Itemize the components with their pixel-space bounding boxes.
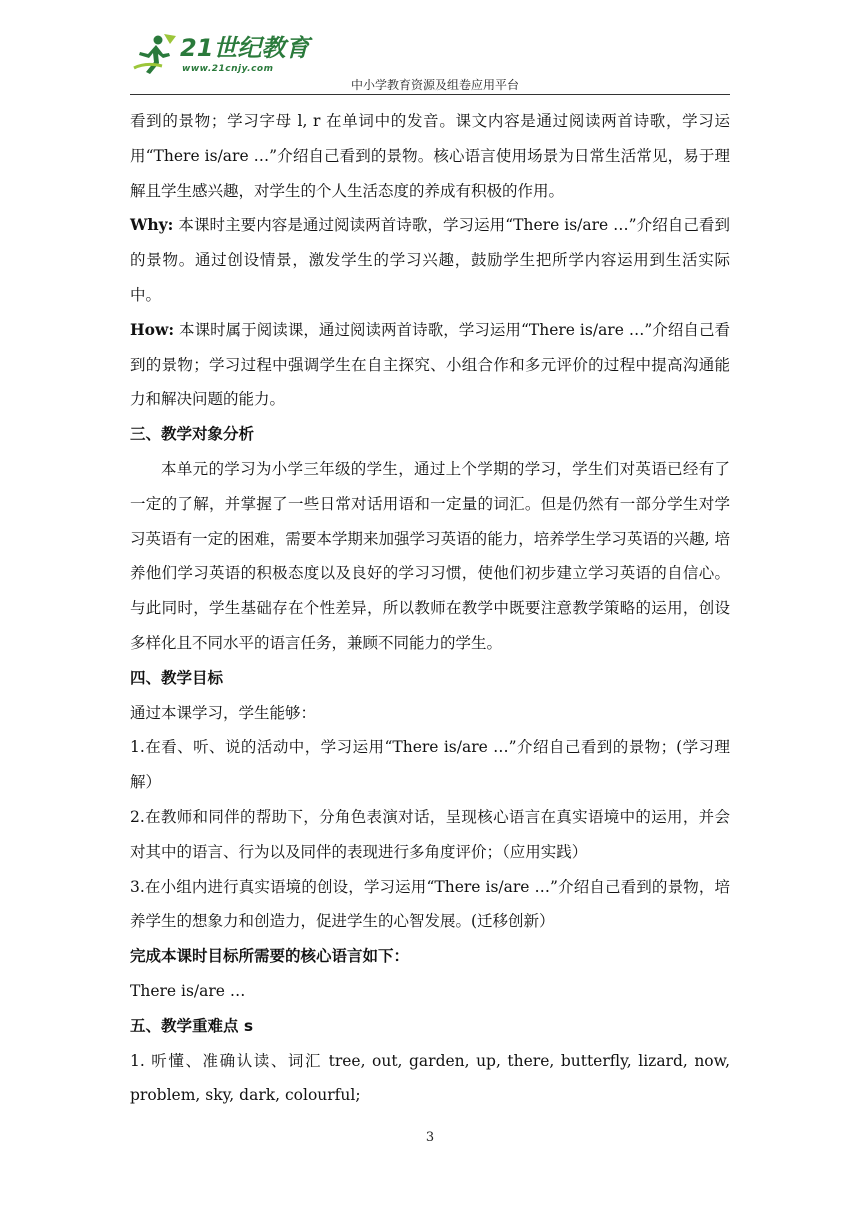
logo [132,32,310,82]
paragraph-content-intro: 看到的景物；学习字母 l, r 在单词中的发音。课文内容是通过阅读两首诗歌，学习运用“There is/are …”介绍自己看到的景物。核心语言使用场景为日常生活常见，易于理解且学生感兴趣，对学生的个人生活态度的养成有积极的作用。 [130,112,730,200]
paragraph-goals-intro: 通过本课学习，学生能够： [130,703,317,722]
how-label: How: [130,319,175,339]
how-text: 本课时属于阅读课，通过阅读两首诗歌，学习运用“There is/are …”介绍自己看到的景物；学习过程中强调学生在自主探究、小组合作和多元评价的过程中提高沟通能力和解决问题的能力。 [130,320,730,409]
why-label: Why: [130,215,174,235]
logo-url-text: www.21cnjy.com [182,64,274,74]
header-subtitle: 中小学教育资源及组卷应用平台 [350,78,519,92]
document-body [130,104,730,1113]
logo-brand-text: 21世纪教育 [180,34,310,62]
paragraph-how [130,313,730,417]
goal-item-3: 3.在小组内进行真实语境的创设，学习运用“There is/are …”介绍自己看到的景物，培养学生的想象力和创造力，促进学生的心智发展。(迁移创新） [130,877,730,931]
key-point-1: 1. 听懂、准确认读、词汇 tree, out, garden, up, there, butterfly, lizard, now, problem, sky, dark, colourful; [130,1051,730,1105]
goal-item-2: 2.在教师和同伴的帮助下，分角色表演对话，呈现核心语言在真实语境中的运用，并会对其中的语言、行为以及同伴的表现进行多角度评价；（应用实践） [130,807,730,861]
goal-item-1: 1.在看、听、说的活动中，学习运用“There is/are …”介绍自己看到的景物；(学习理解） [130,738,730,792]
section-heading-teaching-goals: 四、教学目标 [130,668,224,687]
section-heading-learner-analysis: 三、教学对象分析 [130,425,255,444]
header-divider [130,94,730,95]
section-heading-key-points: 五、教学重难点 s [130,1016,254,1035]
page-number: 3 [425,1130,435,1145]
core-language-text: There is/are … [130,981,246,1000]
running-figure-icon [132,32,178,76]
page-header [0,0,860,100]
core-language-label: 完成本课时目标所需要的核心语言如下： [130,947,410,966]
paragraph-why [130,208,730,312]
why-text: 本课时主要内容是通过阅读两首诗歌，学习运用“There is/are …”介绍自己看到的景物。通过创设情景，激发学生的学习兴趣，鼓励学生把所学内容运用到生活实际中。 [130,216,730,304]
paragraph-learner-analysis: 本单元的学习为小学三年级的学生，通过上个学期的学习，学生们对英语已经有了一定的了解，并掌握了一些日常对话用语和一定量的词汇。但是仍然有一部分学生对学习英语有一定的困难，需要本学期来加强学习英语的能力，培养学生学习英语的兴趣, 培养他们学习英语的积极态度以及良好的学习习惯，使他们初步建立学习英语的自信心。与此同时，学生基础存在个性差异，所以教师在教学中既要注意教学策略的运用，创设多样化且不同水平的语言任务，兼顾不同能力的学生。 [130,459,730,652]
